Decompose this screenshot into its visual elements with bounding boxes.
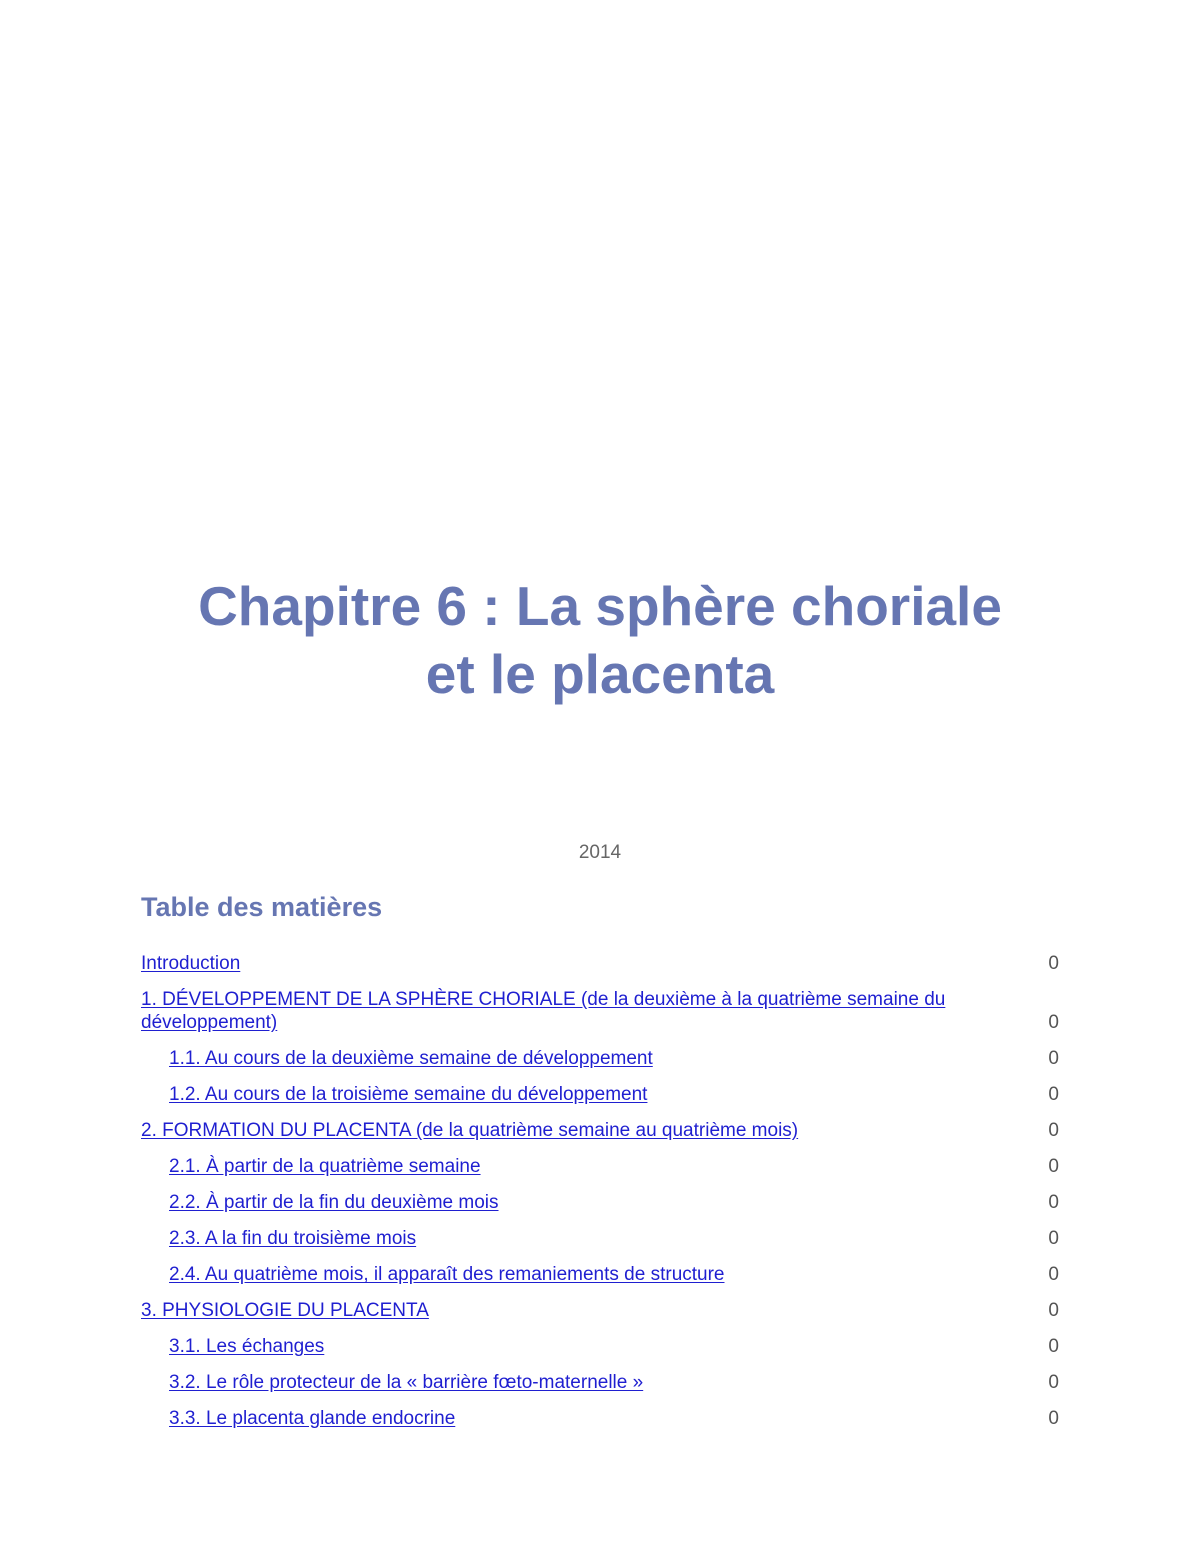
toc-entry-section-2-1 [141, 1155, 1061, 1178]
toc-page-number: 0 [1048, 1120, 1059, 1141]
table-of-contents [141, 952, 1061, 1443]
toc-entry-section-2-3 [141, 1227, 1061, 1250]
toc-link[interactable]: Introduction [141, 953, 241, 974]
document-title [100, 572, 1100, 708]
toc-entry-section-1-2 [141, 1083, 1061, 1106]
toc-page-number: 0 [1048, 1336, 1059, 1357]
toc-page-number: 0 [1048, 1156, 1059, 1177]
toc-page-number: 0 [1048, 1264, 1059, 1285]
document-title-line-2: et le placenta [425, 643, 775, 705]
toc-link[interactable]: 3.1. Les échanges [169, 1336, 325, 1357]
toc-entry-section-3-1 [141, 1335, 1061, 1358]
toc-page-number: 0 [1048, 1084, 1059, 1105]
toc-entry-section-2 [141, 1119, 1061, 1142]
toc-heading: Table des matières [141, 892, 383, 922]
toc-link[interactable]: 1.1. Au cours de la deuxième semaine de développement [169, 1048, 653, 1069]
toc-link[interactable]: 2. FORMATION DU PLACENTA (de la quatrième semaine au quatrième mois) [141, 1120, 799, 1141]
toc-page-number: 0 [1048, 1372, 1059, 1393]
toc-page-number: 0 [1048, 953, 1059, 974]
toc-page-number: 0 [1048, 1228, 1059, 1249]
toc-page-number: 0 [1048, 1048, 1059, 1069]
toc-link[interactable]: 1. DÉVELOPPEMENT DE LA SPHÈRE CHORIALE (de la deuxième à la quatrième semaine du développement) [141, 989, 946, 1033]
toc-entry-section-3 [141, 1299, 1061, 1322]
toc-page-number: 0 [1048, 1192, 1059, 1213]
toc-link[interactable]: 3.2. Le rôle protecteur de la « barrière fœto-maternelle » [169, 1372, 644, 1393]
toc-entry-section-1 [141, 988, 1061, 1034]
toc-page-number: 0 [1048, 1300, 1059, 1321]
toc-entry-section-1-1 [141, 1047, 1061, 1070]
toc-link[interactable]: 1.2. Au cours de la troisième semaine du développement [169, 1084, 648, 1105]
toc-page-number: 0 [1048, 1408, 1059, 1429]
toc-link[interactable]: 2.1. À partir de la quatrième semaine [169, 1156, 481, 1177]
toc-entry-section-3-2 [141, 1371, 1061, 1394]
toc-link[interactable]: 2.3. A la fin du troisième mois [169, 1228, 417, 1249]
toc-entry-introduction [141, 952, 1061, 975]
toc-link[interactable]: 3. PHYSIOLOGIE DU PLACENTA [141, 1300, 429, 1321]
toc-page-number: 0 [1048, 1012, 1059, 1033]
toc-entry-section-2-4 [141, 1263, 1061, 1286]
toc-link[interactable]: 2.4. Au quatrième mois, il apparaît des remaniements de structure [169, 1264, 725, 1285]
toc-link[interactable]: 3.3. Le placenta glande endocrine [169, 1408, 456, 1429]
document-year: 2014 [578, 842, 622, 863]
toc-link[interactable]: 2.2. À partir de la fin du deuxième mois [169, 1192, 499, 1213]
toc-entry-section-3-3 [141, 1407, 1061, 1430]
toc-entry-section-2-2 [141, 1191, 1061, 1214]
document-title-line-1: Chapitre 6 : La sphère choriale [198, 575, 1002, 637]
